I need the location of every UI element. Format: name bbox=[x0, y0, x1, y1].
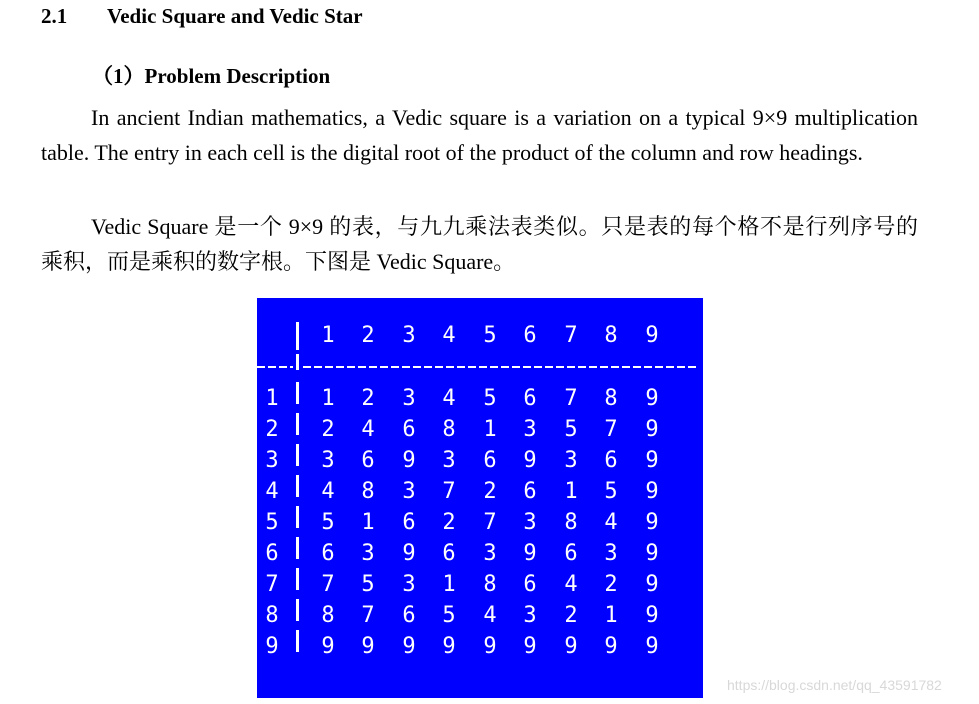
table-cell: 1 bbox=[604, 603, 618, 628]
table-cell: 6 bbox=[523, 386, 537, 411]
table-cell: 3 bbox=[402, 386, 416, 411]
table-cell: 7 bbox=[442, 479, 456, 504]
table-cell: 5 bbox=[483, 386, 497, 411]
vedic-square-console bbox=[257, 298, 703, 698]
table-cell: 9 bbox=[523, 541, 537, 566]
table-cell: 9 bbox=[402, 541, 416, 566]
table-cell: 6 bbox=[402, 417, 416, 442]
table-cell: 9 bbox=[321, 634, 335, 659]
table-cell: 1 bbox=[483, 417, 497, 442]
table-cell: 2 bbox=[361, 386, 375, 411]
column-header: 5 bbox=[483, 323, 497, 348]
section-title: Vedic Square and Vedic Star bbox=[107, 4, 363, 28]
section-heading bbox=[41, 4, 363, 29]
table-cell: 9 bbox=[564, 634, 578, 659]
subsection-title: （1）Problem Description bbox=[92, 64, 331, 88]
table-cell: 5 bbox=[361, 572, 375, 597]
table-cell: 9 bbox=[442, 634, 456, 659]
table-cell: 9 bbox=[402, 634, 416, 659]
table-cell: 8 bbox=[321, 603, 335, 628]
table-cell: 3 bbox=[523, 510, 537, 535]
section-number: 2.1 bbox=[41, 4, 68, 28]
table-cell: 9 bbox=[483, 634, 497, 659]
column-header: 1 bbox=[321, 323, 335, 348]
table-cell: 3 bbox=[564, 448, 578, 473]
column-header: 2 bbox=[361, 323, 375, 348]
table-cell: 2 bbox=[604, 572, 618, 597]
table-cell: 3 bbox=[442, 448, 456, 473]
table-cell: 2 bbox=[483, 479, 497, 504]
table-cell: 3 bbox=[321, 448, 335, 473]
table-cell: 6 bbox=[442, 541, 456, 566]
table-cell: 8 bbox=[564, 510, 578, 535]
table-cell: 7 bbox=[361, 603, 375, 628]
table-cell: 4 bbox=[604, 510, 618, 535]
row-label: 8 bbox=[265, 603, 279, 628]
table-cell: 9 bbox=[645, 510, 659, 535]
column-header: 8 bbox=[604, 323, 618, 348]
row-label: 2 bbox=[265, 417, 279, 442]
row-label: 3 bbox=[265, 448, 279, 473]
divider-separator-bar bbox=[296, 354, 299, 370]
table-cell: 1 bbox=[321, 386, 335, 411]
table-cell: 6 bbox=[564, 541, 578, 566]
row-label: 1 bbox=[265, 386, 279, 411]
table-cell: 7 bbox=[564, 386, 578, 411]
row-label: 7 bbox=[265, 572, 279, 597]
table-cell: 6 bbox=[604, 448, 618, 473]
table-cell: 2 bbox=[442, 510, 456, 535]
table-cell: 5 bbox=[442, 603, 456, 628]
column-header: 6 bbox=[523, 323, 537, 348]
table-cell: 9 bbox=[645, 417, 659, 442]
paragraph-chinese: Vedic Square 是一个 9×9 的表，与九九乘法表类似。只是表的每个格不是行列序号的乘积，而是乘积的数字根。下图是 Vedic Square。 bbox=[41, 214, 918, 274]
table-cell: 3 bbox=[361, 541, 375, 566]
header-divider-right bbox=[303, 366, 699, 368]
table-cell: 6 bbox=[402, 603, 416, 628]
table-cell: 4 bbox=[442, 386, 456, 411]
column-header: 9 bbox=[645, 323, 659, 348]
table-cell: 9 bbox=[645, 448, 659, 473]
row-label: 6 bbox=[265, 541, 279, 566]
column-header: 3 bbox=[402, 323, 416, 348]
table-cell: 4 bbox=[361, 417, 375, 442]
table-cell: 8 bbox=[442, 417, 456, 442]
table-cell: 2 bbox=[321, 417, 335, 442]
table-cell: 3 bbox=[523, 417, 537, 442]
table-cell: 6 bbox=[523, 479, 537, 504]
table-cell: 9 bbox=[645, 386, 659, 411]
table-cell: 7 bbox=[604, 417, 618, 442]
table-cell: 3 bbox=[523, 603, 537, 628]
table-cell: 5 bbox=[564, 417, 578, 442]
table-cell: 5 bbox=[321, 510, 335, 535]
table-cell: 9 bbox=[645, 479, 659, 504]
column-header: 7 bbox=[564, 323, 578, 348]
table-cell: 1 bbox=[564, 479, 578, 504]
table-cell: 3 bbox=[604, 541, 618, 566]
row-separator-bar bbox=[296, 382, 299, 658]
table-cell: 9 bbox=[645, 603, 659, 628]
table-cell: 1 bbox=[361, 510, 375, 535]
table-cell: 3 bbox=[402, 479, 416, 504]
header-separator-bar bbox=[296, 322, 299, 350]
table-cell: 3 bbox=[483, 541, 497, 566]
table-cell: 6 bbox=[402, 510, 416, 535]
row-label: 5 bbox=[265, 510, 279, 535]
table-cell: 9 bbox=[523, 634, 537, 659]
table-cell: 9 bbox=[523, 448, 537, 473]
row-label: 4 bbox=[265, 479, 279, 504]
table-cell: 6 bbox=[483, 448, 497, 473]
table-cell: 9 bbox=[645, 634, 659, 659]
table-cell: 3 bbox=[402, 572, 416, 597]
table-cell: 9 bbox=[645, 572, 659, 597]
table-cell: 7 bbox=[483, 510, 497, 535]
column-header: 4 bbox=[442, 323, 456, 348]
table-cell: 6 bbox=[523, 572, 537, 597]
table-cell: 6 bbox=[321, 541, 335, 566]
table-cell: 8 bbox=[483, 572, 497, 597]
table-cell: 5 bbox=[604, 479, 618, 504]
watermark: https://blog.csdn.net/qq_43591782 bbox=[727, 677, 942, 693]
header-divider-left bbox=[257, 366, 293, 368]
paragraph-english: In ancient Indian mathematics, a Vedic square is a variation on a typical 9×9 multiplication table. The entry in each cell is the digital root of the product of the column and row headings. bbox=[41, 105, 918, 165]
table-cell: 1 bbox=[442, 572, 456, 597]
table-cell: 6 bbox=[361, 448, 375, 473]
table-cell: 4 bbox=[564, 572, 578, 597]
table-cell: 7 bbox=[321, 572, 335, 597]
table-cell: 8 bbox=[361, 479, 375, 504]
table-cell: 9 bbox=[361, 634, 375, 659]
table-cell: 4 bbox=[483, 603, 497, 628]
row-label: 9 bbox=[265, 634, 279, 659]
table-cell: 9 bbox=[604, 634, 618, 659]
table-cell: 2 bbox=[564, 603, 578, 628]
table-cell: 4 bbox=[321, 479, 335, 504]
table-cell: 8 bbox=[604, 386, 618, 411]
table-cell: 9 bbox=[402, 448, 416, 473]
table-cell: 9 bbox=[645, 541, 659, 566]
